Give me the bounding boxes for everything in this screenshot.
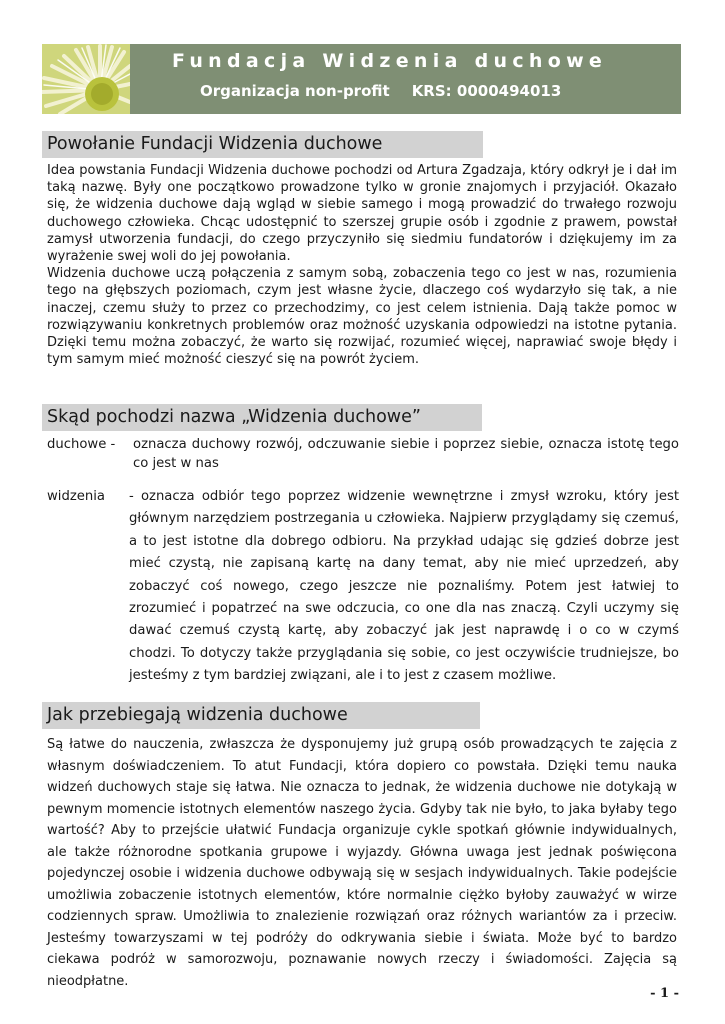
daisy-flower-logo bbox=[42, 44, 130, 114]
header-subtitle bbox=[200, 82, 670, 100]
how-it-works-text bbox=[47, 734, 677, 992]
definition-text: oznacza duchowy rozwój, odczuwanie siebie i poprzez siebie, oznacza istotę tego co jest w nas bbox=[133, 437, 679, 471]
how-it-works-paragraph: Są łatwe do nauczenia, zwłaszcza że dysponujemy już grupą osób prowadzących te zajęcia z własnym doświadczeniem. To atut Fundacji, która dopiero co powstała. Dzięki temu nauka widzeń duchowych staje się łatwa. Nie oznacza to jednak, że widzenia duchowe nie dotykają w pewnym momencie istotnych elementów naszego życia. Gdyby tak nie było, to jaka byłaby tego wartość? Aby to przejście ułatwić Fundacja organizuje cykle spotkań głównie indywidualnych, ale także różnorodne spotkania grupowe i wyjazdy. Główna uwaga jest jednak poświęcona pojedynczej osobie i widzenia duchowe odbywają się w sesjach indywidualnych. Takie podejście umożliwia zobaczenie istotnych elementów, które normalnie ciężko byłoby zauważyć w wirze codziennych spraw. Umożliwia to znalezienie rozwiązań oraz różnych wariantów za i przeciw. Jesteśmy towarzyszami w tej podróży do odkrywania siebie i świata. Może być to bardzo ciekawa podróż w samorozwoju, poznawanie nowych rzeczy i świadomości. Zajęcia są nieodpłatne. bbox=[47, 737, 677, 989]
section-title-founding: Powołanie Fundacji Widzenia duchowe bbox=[42, 131, 483, 158]
founding-text bbox=[47, 162, 677, 368]
section-title-how-it-works: Jak przebiegają widzenia duchowe bbox=[42, 702, 480, 729]
founding-paragraph-1: Idea powstania Fundacji Widzenia duchowe pochodzi od Artura Zgadzaja, który odkrył je i dał im taką nazwę. Były one początkowo prowadzone tylko w gronie znajomych i przyjaciół. Okazało się, że widzenia duchowe dają wgląd w siebie samego i mogą prowadzić do trwałego rozwoju duchowego człowieka. Chcąc udostępnić to szerszej grupie osób i zgodnie z prawem, powstał zamysł utworzenia fundacji, do czego przyczyniło się siedmiu fundatorów i dziękujemy im za wyrażenie swej woli do jej powołania. bbox=[47, 163, 677, 265]
krs-number: KRS: 0000494013 bbox=[411, 82, 562, 100]
founding-paragraph-2: Widzenia duchowe uczą połączenia z samym sobą, zobaczenia tego co jest w nas, rozumienia tego na głębszych poziomach, czym jest własne życie, dlaczego coś wydarzyło się tak, a nie inaczej, czemu służy to przez co przechodzimy, co jest celem istnienia. Dają także pomoc w rozwiązywaniu konkretnych problemów oraz możność uzyskania odpowiedzi na istotne pytania. Dzięki temu można zobaczyć, że warto się rozwijać, rozumieć więcej, naprawiać swoje błędy i tym samym mieć możność cieszyć się na powrót życiem. bbox=[47, 266, 677, 368]
definition-term: widzenia bbox=[47, 489, 105, 504]
foundation-name: Fundacja Widzenia duchowe bbox=[172, 50, 608, 72]
definition-widzenia bbox=[47, 486, 679, 696]
flower-icon bbox=[42, 44, 130, 114]
definition-text: - oznacza odbiór tego poprzez widzenie wewnętrzne i zmysł wzroku, który jest głównym narzędziem postrzegania u człowieka. Najpierw przyglądamy się czemuś, a to jest istotne dla dobrego odbioru. Na przykład udając się gdzieś dobrze jest mieć czystą, nie zapisaną kartę na dany temat, aby nie mieć uprzedzeń, aby zobaczyć coś nowego, czego jeszcze nie poznaliśmy. Potem jest łatwiej to zrozumieć i popatrzeć na swe odczucia, co one dla nas znaczą. Czyli uczymy się dawać czemuś czystą kartę, aby zobaczyć jak jest naprawdę i o co w czymś chodzi. To dotyczy także przyglądania się sobie, co jest oczywiście trudniejsze, bo jesteśmy z tym bardziej związani, ale i to jest z czasem możliwe. bbox=[129, 489, 679, 684]
page-number: - 1 - bbox=[650, 986, 679, 1001]
definition-term: duchowe - bbox=[47, 437, 116, 452]
definition-duchowe bbox=[47, 435, 679, 475]
organization-type: Organizacja non-profit bbox=[200, 82, 390, 100]
section-title-name-origin: Skąd pochodzi nazwa „Widzenia duchowe” bbox=[42, 404, 482, 431]
